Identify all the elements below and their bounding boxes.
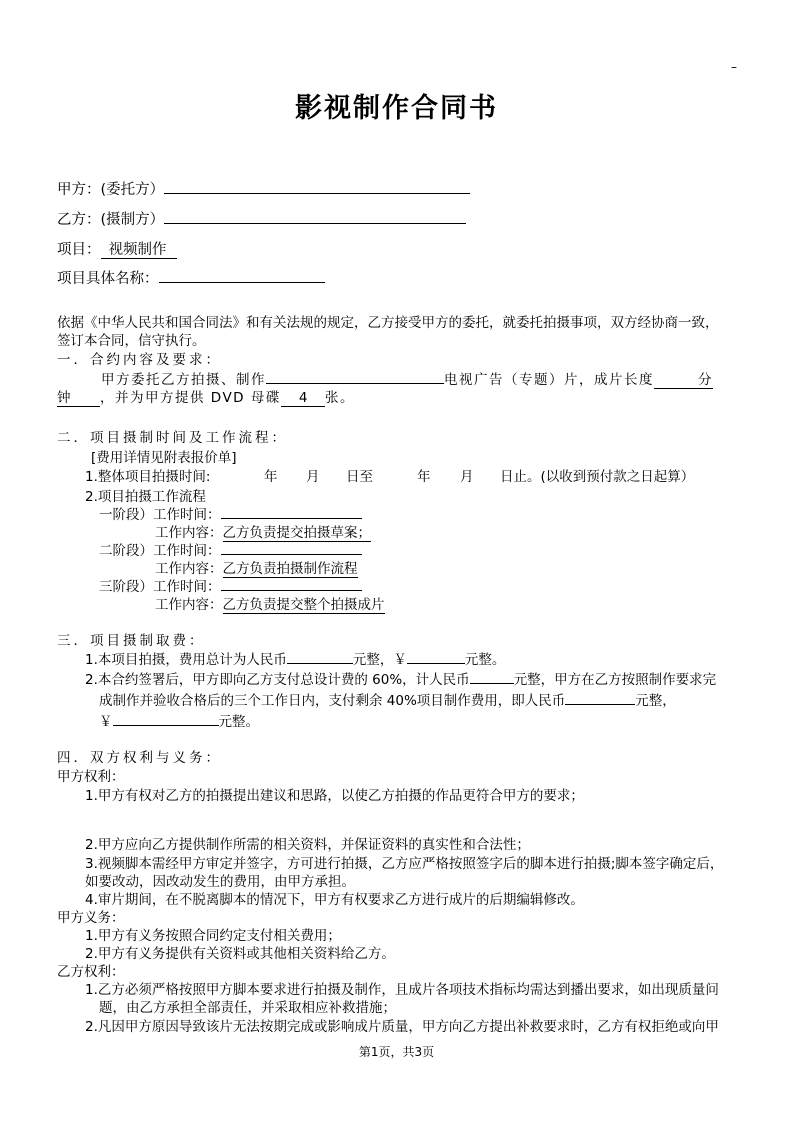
- s3-1-yen-blank: [407, 648, 465, 664]
- s3-2-text-a: 2.本合约签署后，甲方即向乙方支付总设计费的 60%，计人民币: [85, 672, 470, 688]
- party-b-rights-heading: 乙方权利：: [57, 964, 125, 980]
- s2-item-1: [85, 465, 210, 485]
- s3-2-text-d: 元整，: [635, 693, 676, 709]
- party-a-duty-2: 2.甲方有义务提供有关资料或其他相关资料给乙方。: [85, 946, 395, 962]
- party-b-right-1-line-1: 1.乙方必须严格按照甲方脚本要求进行拍摄及制作，且成片各项技术指标均需达到播出要求，如出现质量问: [85, 982, 719, 998]
- phase-3-content-label: 工作内容：: [155, 597, 223, 613]
- phase-2-time: [99, 539, 362, 559]
- party-a-rights-heading: 甲方权利：: [57, 769, 125, 785]
- s1-text-a: 甲方委托乙方拍摄、制作: [101, 372, 266, 388]
- project-line: [57, 238, 177, 259]
- s3-item-2-line-3: [99, 710, 259, 730]
- s2-1-month2: 月: [460, 469, 474, 485]
- s3-2-yen: ￥: [99, 714, 113, 730]
- s3-item-2-line-2: [99, 689, 676, 709]
- intro-line-2: 签订本合同，信守执行。: [57, 333, 206, 349]
- phase-3-time: [99, 575, 362, 595]
- s3-2-remain-blank: [565, 689, 635, 705]
- intro-line-1: 依据《中华人民共和国合同法》和有关法规的规定，乙方接受甲方的委托，就委托拍摄事项，双方经协商一致，: [57, 315, 719, 331]
- phase-1-time-blank: [221, 503, 362, 519]
- section-4-title: 四．双方权利与义务：: [57, 750, 222, 766]
- corner-dash: –: [731, 60, 737, 74]
- s1-unit-b: 钟: [57, 390, 72, 406]
- project-name-blank: [159, 267, 325, 283]
- party-b-label: 乙方：(摄制方）: [57, 212, 165, 228]
- section-1-line-2: [57, 386, 355, 406]
- s3-2-yen-blank: [113, 710, 219, 726]
- s3-2-text-b: 元整，甲方在乙方按照制作要求完: [513, 672, 717, 688]
- party-a-blank: [164, 178, 470, 194]
- phase-1-label: 一阶段）工作时间：: [99, 507, 221, 523]
- s3-item-2-line-1: [85, 668, 716, 688]
- s3-1-text-b: 元整，￥: [352, 652, 407, 668]
- project-label: 项目：: [57, 242, 101, 258]
- phase-2-content-label: 工作内容：: [155, 561, 223, 577]
- s1-dvd-text: ，并为甲方提供 DVD 母碟: [100, 390, 281, 406]
- party-a-duty-1: 1.甲方有义务按照合同约定支付相关费用；: [85, 928, 341, 944]
- phase-3-content-text: 乙方负责提交整个拍摄成片: [222, 597, 385, 613]
- party-a-duties-heading: 甲方义务：: [57, 910, 125, 926]
- s2-1-month1: 月: [306, 469, 320, 485]
- s2-note: [费用详情见附表报价单]: [91, 450, 237, 466]
- s1-ad-blank: [266, 368, 444, 384]
- phase-3-time-blank: [221, 575, 362, 591]
- section-1-line-1: [101, 368, 713, 388]
- phase-1-content: [155, 521, 371, 541]
- s3-2-text-c: 成制作并验收合格后的三个工作日内，支付剩余 40%项目制作费用，即人民币: [99, 693, 566, 709]
- phase-1-content-text: 乙方负责提交拍摄草案；: [222, 525, 371, 541]
- section-2-title: 二．项目摄制时间及工作流程：: [57, 430, 288, 446]
- s2-1-year2: 年: [417, 469, 431, 485]
- s3-1-text-c: 元整。: [464, 652, 506, 668]
- party-b-blank: [164, 208, 466, 224]
- party-a-right-2: 2.甲方应向乙方提供制作所需的相关资料，并保证资料的真实性和合法性；: [85, 837, 530, 853]
- s3-item-1: [85, 648, 505, 668]
- phase-2-label: 二阶段）工作时间：: [99, 543, 221, 559]
- phase-3-label: 三阶段）工作时间：: [99, 579, 221, 595]
- project-name-line: [57, 267, 325, 288]
- s3-1-rmb-blank: [287, 648, 353, 664]
- party-a-line: [57, 178, 470, 199]
- phase-1-content-label: 工作内容：: [155, 525, 223, 541]
- party-a-label: 甲方：(委托方）: [57, 182, 165, 198]
- s1-unit-a: 分: [698, 372, 713, 388]
- s1-length-blank: [654, 372, 713, 389]
- phase-2-content-text: 乙方负责拍摄制作流程: [222, 561, 358, 577]
- s1-dvd-count: 4: [281, 390, 325, 407]
- project-value: 视频制作: [101, 242, 177, 259]
- s3-1-text-a: 1.本项目拍摄，费用总计为人民币: [85, 652, 287, 668]
- party-b-right-2-line-1: 2.凡因甲方原因导致该片无法按期完成或影响成片质量，甲方向乙方提出补救要求时，乙方有权拒绝或向甲: [85, 1019, 719, 1035]
- phase-1-time: [99, 503, 362, 523]
- document-title: 影视制作合同书: [295, 93, 498, 124]
- party-b-line: [57, 208, 466, 229]
- party-a-right-3-line-2: 如要改动，因改动发生的费用，由甲方承担。: [85, 874, 355, 890]
- phase-2-time-blank: [221, 539, 362, 555]
- s1-text-b: 电视广告（专题）片，成片长度: [444, 372, 654, 388]
- s3-2-rmb-blank: [470, 668, 514, 684]
- phase-3-content: [155, 593, 385, 613]
- project-name-label: 项目具体名称：: [57, 271, 159, 287]
- page-footer: 第1页，共3页: [358, 1045, 435, 1059]
- section-1-title: 一．合约内容及要求：: [57, 352, 222, 368]
- s1-unit-b-wrap: [57, 390, 100, 407]
- s2-item-2: 2.项目拍摄工作流程: [85, 489, 206, 505]
- party-a-right-1: 1.甲方有权对乙方的拍摄提出建议和思路，以使乙方拍摄的作品更符合甲方的要求；: [85, 788, 584, 804]
- party-a-right-3-line-1: 3.视频脚本需经甲方审定并签字，方可进行拍摄，乙方应严格按照签字后的脚本进行拍摄;脚本签字确定后，: [85, 856, 724, 872]
- s1-dvd-unit: 张。: [324, 390, 355, 406]
- s2-1-label: 1.整体项目拍摄时间:: [85, 469, 211, 485]
- phase-2-content: [155, 557, 358, 577]
- party-b-right-1-line-2: 题，由乙方承担全部责任，并采取相应补救措施；: [99, 1000, 396, 1016]
- s2-1-day2: 日止。(以收到预付款之日起算）: [500, 469, 695, 485]
- s3-2-text-f: 元整。: [218, 714, 259, 730]
- s2-1-year1: 年: [264, 469, 278, 485]
- party-a-right-4: 4.审片期间，在不脱离脚本的情况下，甲方有权要求乙方进行成片的后期编辑修改。: [85, 892, 584, 908]
- s2-1-day1: 日至: [346, 469, 373, 485]
- section-3-title: 三．项目摄制取费：: [57, 633, 206, 649]
